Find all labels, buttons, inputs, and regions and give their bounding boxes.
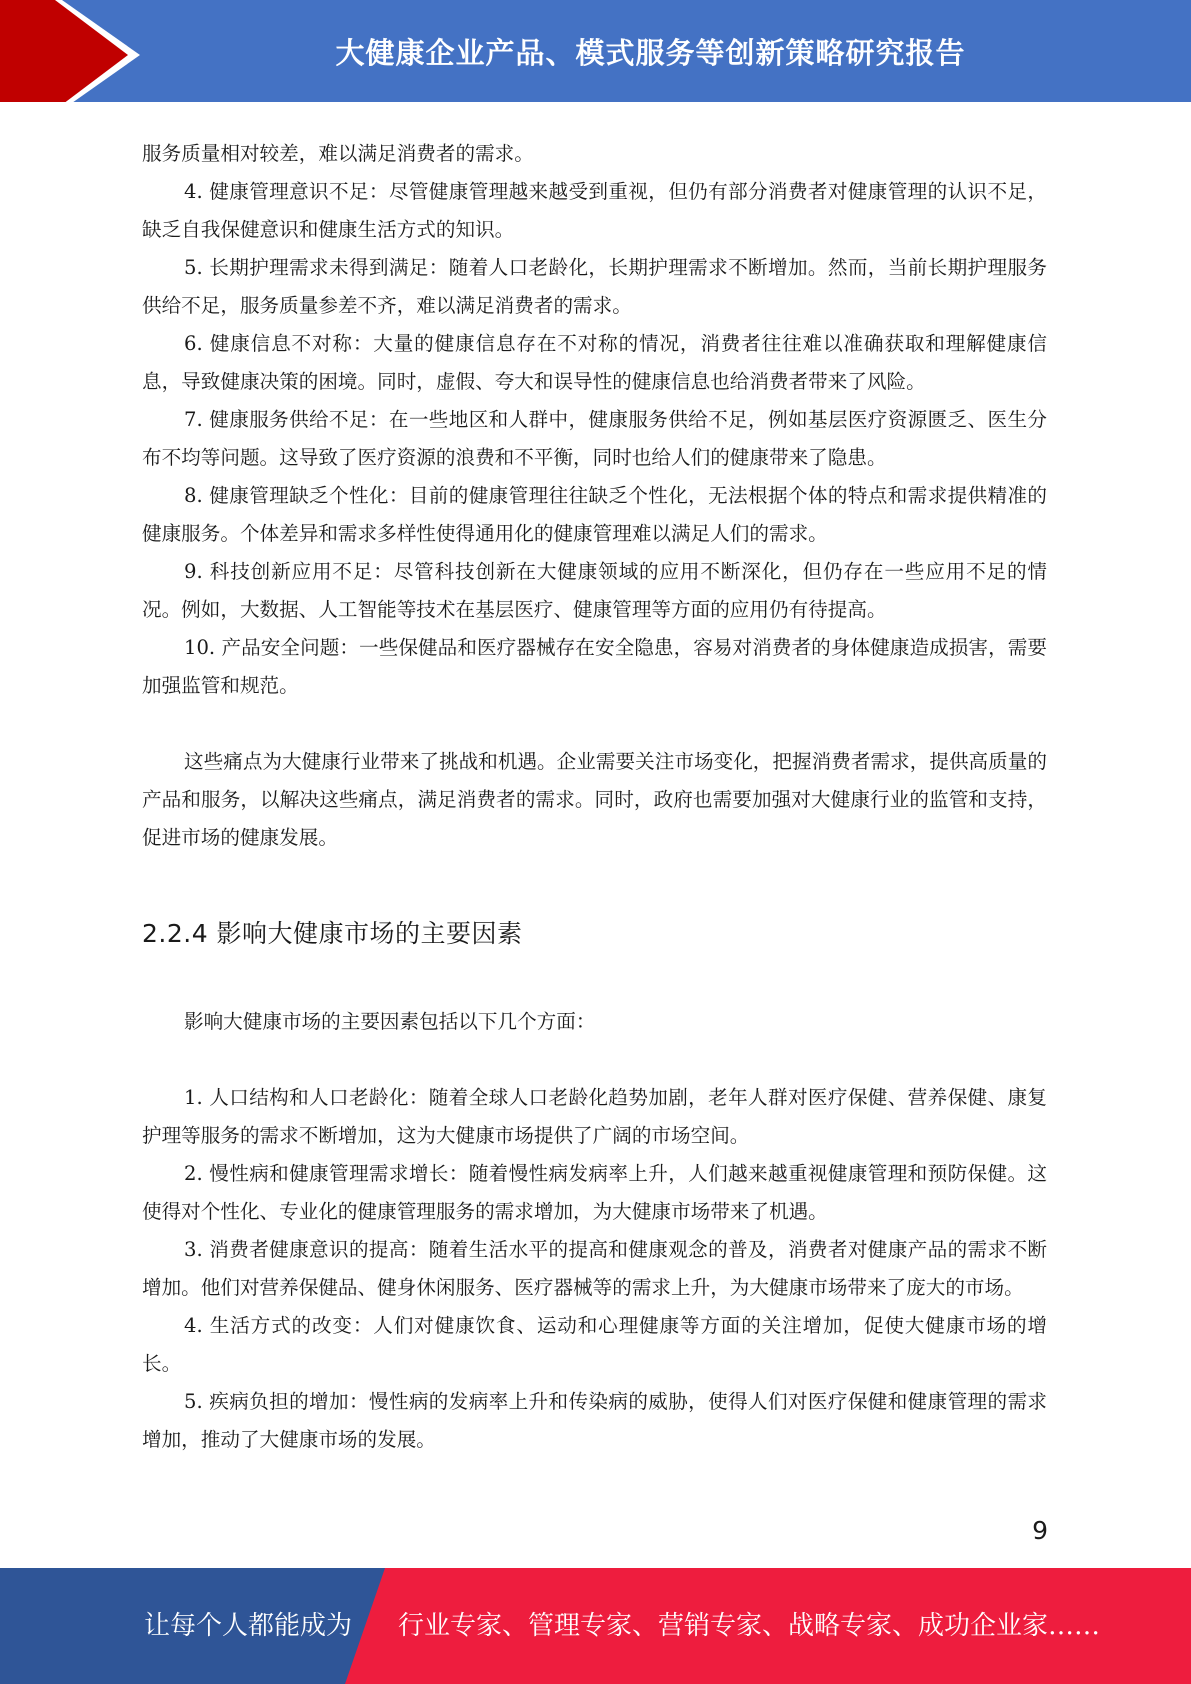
pain-point-item: 9. 科技创新应用不足：尽管科技创新在大健康领域的应用不断深化，但仍存在一些应用不足的情况。例如，大数据、人工智能等技术在基层医疗、健康管理等方面的应用仍有待提高。	[142, 560, 1047, 621]
factor-item: 1. 人口结构和人口老龄化：随着全球人口老龄化趋势加剧，老年人群对医疗保健、营养保健、康复护理等服务的需求不断增加，这为大健康市场提供了广阔的市场空间。	[142, 1086, 1047, 1147]
page-number: 9	[1032, 1516, 1048, 1545]
page-header	[0, 0, 1191, 110]
footer-slogan-left: 让每个人都能成为	[144, 1611, 353, 1641]
factor-item: 2. 慢性病和健康管理需求增长：随着慢性病发病率上升，人们越来越重视健康管理和预防保健。这使得对个性化、专业化的健康管理服务的需求增加，为大健康市场带来了机遇。	[142, 1162, 1047, 1223]
factor-item: 3. 消费者健康意识的提高：随着生活水平的提高和健康观念的普及，消费者对健康产品的需求不断增加。他们对营养保健品、健身休闲服务、医疗器械等的需求上升，为大健康市场带来了庞大的市场。	[142, 1238, 1047, 1299]
section-heading: 2.2.4 影响大健康市场的主要因素	[142, 919, 523, 948]
page-content	[142, 135, 1047, 1459]
pain-point-item: 4. 健康管理意识不足：尽管健康管理越来越受到重视，但仍有部分消费者对健康管理的认识不足，缺乏自我保健意识和健康生活方式的知识。	[142, 180, 1047, 241]
pain-point-item: 8. 健康管理缺乏个性化：目前的健康管理往往缺乏个性化，无法根据个体的特点和需求提供精准的健康服务。个体差异和需求多样性使得通用化的健康管理难以满足人们的需求。	[142, 484, 1047, 545]
footer-slogan-right: 行业专家、管理专家、营销专家、战略专家、成功企业家……	[398, 1611, 1101, 1641]
factor-item: 5. 疾病负担的增加：慢性病的发病率上升和传染病的威胁，使得人们对医疗保健和健康管理的需求增加，推动了大健康市场的发展。	[142, 1390, 1047, 1451]
page-footer	[0, 1568, 1191, 1684]
pain-point-item: 10. 产品安全问题：一些保健品和医疗器械存在安全隐患，容易对消费者的身体健康造成损害，需要加强监管和规范。	[142, 636, 1047, 697]
factor-item: 4. 生活方式的改变：人们对健康饮食、运动和心理健康等方面的关注增加，促使大健康市场的增长。	[142, 1314, 1047, 1375]
summary-paragraph: 这些痛点为大健康行业带来了挑战和机遇。企业需要关注市场变化，把握消费者需求，提供高质量的产品和服务，以解决这些痛点，满足消费者的需求。同时，政府也需要加强对大健康行业的监管和支持，促进市场的健康发展。	[142, 750, 1047, 849]
pain-point-item: 6. 健康信息不对称：大量的健康信息存在不对称的情况，消费者往往难以准确获取和理解健康信息，导致健康决策的困境。同时，虚假、夸大和误导性的健康信息也给消费者带来了风险。	[142, 332, 1047, 393]
section-intro: 影响大健康市场的主要因素包括以下几个方面：	[184, 1010, 596, 1033]
continued-paragraph: 服务质量相对较差，难以满足消费者的需求。	[142, 142, 534, 165]
pain-point-item: 5. 长期护理需求未得到满足：随着人口老龄化，长期护理需求不断增加。然而，当前长期护理服务供给不足，服务质量参差不齐，难以满足消费者的需求。	[142, 256, 1047, 317]
report-title: 大健康企业产品、模式服务等创新策略研究报告	[335, 35, 966, 70]
pain-point-item: 7. 健康服务供给不足：在一些地区和人群中，健康服务供给不足，例如基层医疗资源匮乏、医生分布不均等问题。这导致了医疗资源的浪费和不平衡，同时也给人们的健康带来了隐患。	[142, 408, 1047, 469]
